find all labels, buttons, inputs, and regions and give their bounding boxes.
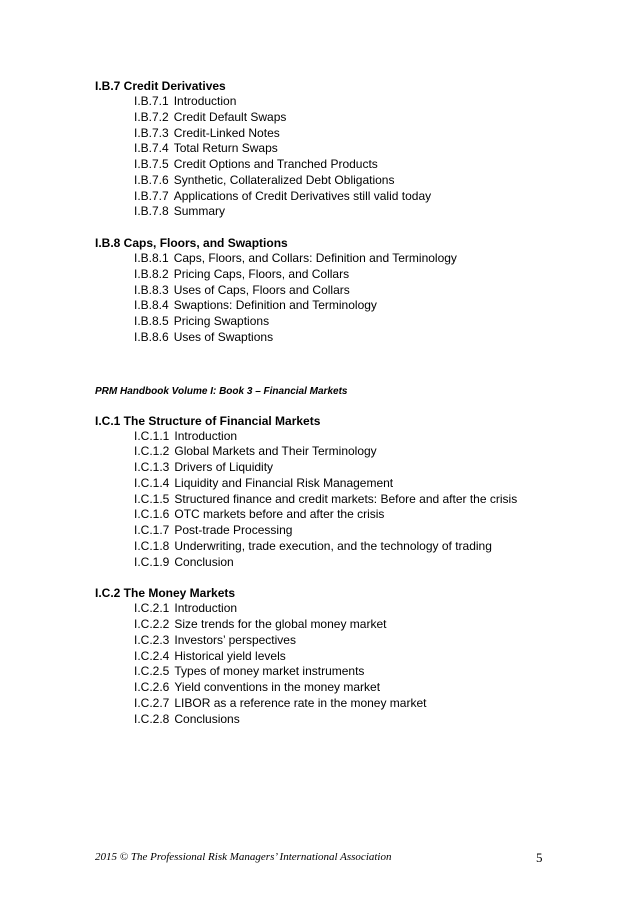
item-title: Liquidity and Financial Risk Management — [174, 475, 394, 490]
item-title: Pricing Swaptions — [173, 314, 270, 328]
toc-item — [95, 204, 615, 220]
item-title: Structured finance and credit markets: Before and after the crisis — [174, 491, 518, 506]
item-title: Introduction — [173, 94, 237, 108]
item-title: Post-trade Processing — [174, 523, 293, 537]
toc-section-credit-derivatives — [95, 78, 615, 220]
toc-item — [95, 649, 615, 665]
item-title: Types of money market instruments — [174, 664, 365, 679]
toc-item — [95, 601, 615, 617]
item-number: I.B.7.7 — [134, 188, 169, 203]
item-title: Size trends for the global money market — [174, 617, 387, 631]
item-title: Synthetic, Collateralized Debt Obligations — [173, 172, 395, 187]
item-title: Introduction — [174, 428, 238, 443]
item-number: I.B.8.3 — [134, 282, 169, 297]
toc-item — [95, 617, 615, 633]
item-number: I.C.2.2 — [134, 617, 170, 631]
item-number: I.C.2.1 — [134, 601, 170, 616]
item-title: Summary — [173, 204, 226, 219]
toc-item — [95, 680, 615, 696]
toc-section-caps-floors-swaptions — [95, 235, 615, 346]
toc-item — [95, 110, 615, 126]
item-number: I.B.7.5 — [134, 157, 169, 171]
toc-item — [95, 141, 615, 157]
item-number: I.B.7.4 — [134, 141, 169, 156]
toc-item — [95, 267, 615, 283]
toc-section-structure-of-financial-markets — [95, 413, 615, 571]
item-title: Conclusion — [174, 554, 234, 569]
item-number: I.B.7.3 — [134, 125, 169, 140]
item-number: I.B.8.1 — [134, 251, 169, 265]
item-number: I.C.1.8 — [134, 538, 170, 553]
table-of-contents — [95, 78, 615, 727]
item-number: I.B.7.6 — [134, 172, 169, 187]
book-title: PRM Handbook Volume I: Book 3 – Financial Markets — [95, 385, 348, 397]
item-number: I.C.1.5 — [134, 491, 170, 506]
item-number: I.C.2.3 — [134, 632, 170, 647]
section-heading: I.C.1 The Structure of Financial Markets — [95, 413, 321, 428]
toc-item — [95, 555, 615, 571]
toc-item — [95, 189, 615, 205]
toc-item — [95, 298, 615, 314]
item-number: I.C.1.4 — [134, 475, 170, 490]
item-title: Drivers of Liquidity — [174, 460, 274, 474]
item-number: I.C.2.7 — [134, 695, 170, 710]
item-title: OTC markets before and after the crisis — [174, 507, 385, 522]
item-title: Conclusions — [174, 711, 240, 726]
toc-item — [95, 330, 615, 346]
toc-item — [95, 429, 615, 445]
toc-item — [95, 157, 615, 173]
toc-item — [95, 712, 615, 728]
item-title: Historical yield levels — [174, 648, 286, 663]
section-heading: I.C.2 The Money Markets — [95, 586, 236, 601]
item-title: Underwriting, trade execution, and the technology of trading — [174, 538, 492, 553]
toc-item — [95, 523, 615, 539]
toc-item — [95, 314, 615, 330]
item-number: I.B.8.6 — [134, 329, 169, 344]
toc-item — [95, 251, 615, 267]
item-title: Uses of Caps, Floors and Collars — [173, 282, 350, 297]
toc-item — [95, 460, 615, 476]
toc-item — [95, 476, 615, 492]
item-number: I.B.7.2 — [134, 109, 169, 124]
footer-copyright: 2015 © The Professional Risk Managers’ International Association — [95, 851, 392, 863]
item-number: I.C.1.3 — [134, 460, 170, 474]
item-number: I.C.2.4 — [134, 648, 170, 663]
toc-item — [95, 664, 615, 680]
item-number: I.B.7.1 — [134, 94, 169, 108]
item-title: Credit Default Swaps — [173, 109, 287, 124]
toc-item — [95, 126, 615, 142]
item-title: LIBOR as a reference rate in the money market — [174, 695, 427, 710]
toc-item — [95, 696, 615, 712]
page-number: 5 — [536, 850, 543, 865]
toc-item — [95, 173, 615, 189]
item-number: I.C.2.5 — [134, 664, 170, 679]
toc-item — [95, 283, 615, 299]
item-number: I.C.1.9 — [134, 554, 170, 569]
item-number: I.C.1.7 — [134, 523, 170, 537]
item-number: I.C.1.1 — [134, 428, 170, 443]
toc-section-money-markets — [95, 585, 615, 727]
item-number: I.C.2.6 — [134, 680, 170, 694]
item-number: I.C.2.8 — [134, 711, 170, 726]
section-heading: I.B.8 Caps, Floors, and Swaptions — [95, 236, 288, 250]
item-title: Swaptions: Definition and Terminology — [173, 298, 377, 313]
toc-item — [95, 539, 615, 555]
toc-item — [95, 444, 615, 460]
item-number: I.C.1.6 — [134, 507, 170, 522]
toc-item — [95, 94, 615, 110]
toc-item — [95, 507, 615, 523]
item-number: I.B.7.8 — [134, 204, 169, 219]
item-title: Applications of Credit Derivatives still valid today — [173, 188, 432, 203]
item-title: Credit-Linked Notes — [173, 125, 280, 140]
item-title: Pricing Caps, Floors, and Collars — [173, 266, 350, 281]
item-title: Total Return Swaps — [173, 141, 278, 156]
item-title: Uses of Swaptions — [173, 329, 274, 344]
toc-item — [95, 633, 615, 649]
item-title: Yield conventions in the money market — [174, 680, 381, 694]
item-number: I.B.8.5 — [134, 314, 169, 328]
section-heading: I.B.7 Credit Derivatives — [95, 79, 226, 93]
toc-item — [95, 492, 615, 508]
item-title: Caps, Floors, and Collars: Definition and Terminology — [173, 251, 457, 265]
item-number: I.B.8.4 — [134, 298, 169, 313]
item-title: Global Markets and Their Terminology — [174, 444, 377, 459]
item-title: Investors’ perspectives — [174, 632, 296, 647]
item-number: I.C.1.2 — [134, 444, 170, 459]
item-title: Credit Options and Tranched Products — [173, 157, 378, 171]
item-title: Introduction — [174, 601, 238, 616]
item-number: I.B.8.2 — [134, 266, 169, 281]
